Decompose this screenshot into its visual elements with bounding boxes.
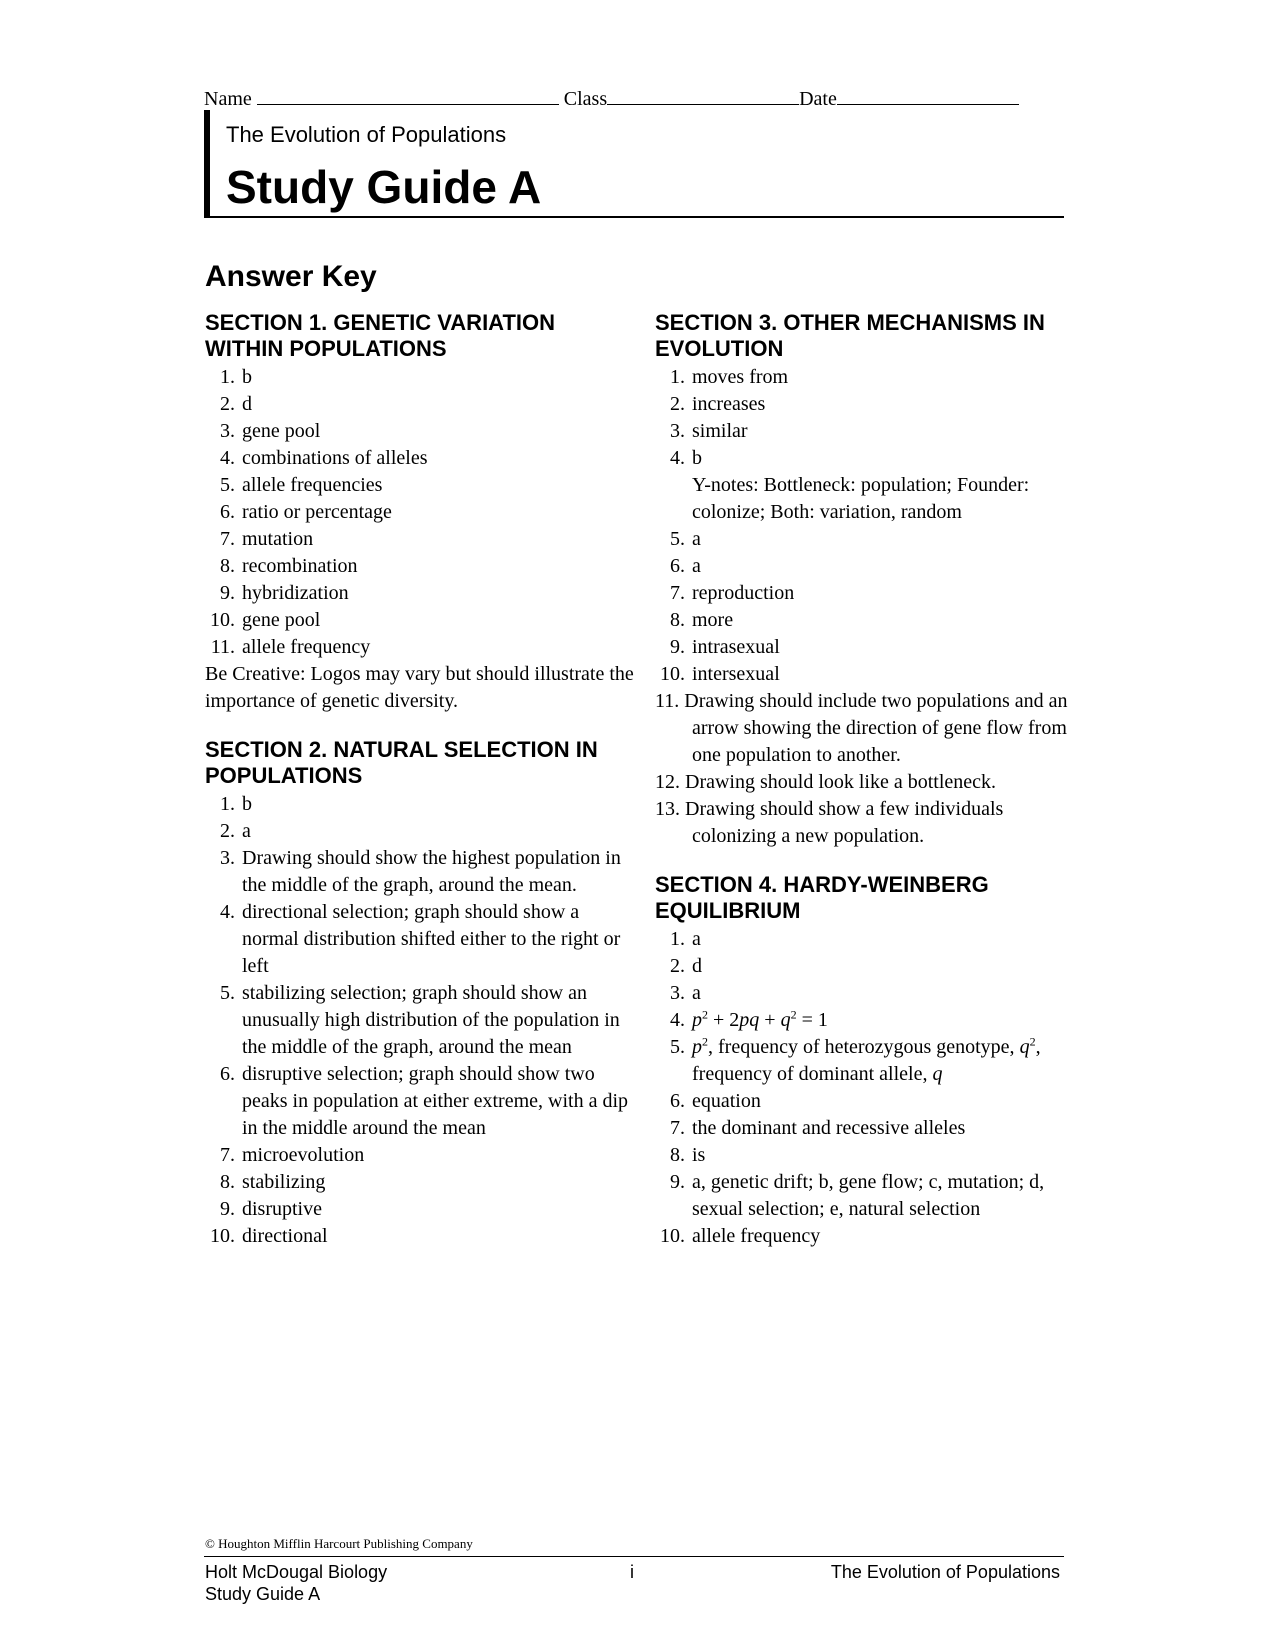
- list-item: 6. disruptive selection; graph should show two peaks in population at either extreme, with a dip in the middle around the mean: [220, 1063, 628, 1139]
- date-blank: [837, 85, 1019, 105]
- list-item: 11. Drawing should include two populations and an arrow showing the direction of gene flow from one population to another.: [655, 690, 1068, 766]
- list-item: 10. gene pool: [210, 609, 321, 631]
- list-item: 4. b: [670, 447, 702, 469]
- list-item: 12. Drawing should look like a bottleneck.: [655, 771, 997, 793]
- section3-list: [655, 364, 1085, 850]
- list-item: 1. b: [220, 793, 252, 815]
- footer-chapter: The Evolution of Populations: [830, 1562, 1060, 1582]
- list-item: 8. is: [670, 1144, 706, 1166]
- list-item: 5. allele frequencies: [220, 474, 383, 496]
- name-label: Name: [204, 88, 252, 110]
- list-item: 7. reproduction: [670, 582, 795, 604]
- section4-list: [655, 926, 1085, 1250]
- list-item: 8. more: [670, 609, 734, 631]
- guide-title: Study Guide A: [226, 161, 542, 213]
- title-block: [204, 110, 1064, 218]
- list-item: 3. similar: [670, 420, 748, 442]
- list-item: 4. combinations of alleles: [220, 447, 428, 469]
- section2-list: [205, 791, 635, 1250]
- list-item: 8. stabilizing: [220, 1171, 326, 1193]
- section1-heading: SECTION 1. GENETIC VARIATION WITHIN POPULATIONS: [205, 310, 555, 361]
- be-creative-note: Be Creative: Logos may vary but should illustrate the importance of genetic diversity.: [205, 663, 634, 712]
- page-number: i: [630, 1562, 634, 1582]
- list-item: 7. mutation: [220, 528, 314, 550]
- footer-guide: Study Guide A: [205, 1584, 321, 1604]
- list-item: 3. Drawing should show the highest population in the middle of the graph, around the mean.: [220, 847, 621, 896]
- list-item: 3. a: [670, 982, 701, 1004]
- list-item: 13. Drawing should show a few individuals colonizing a new population.: [655, 798, 1004, 847]
- name-blank: [257, 85, 559, 105]
- list-item: 1. moves from: [670, 366, 789, 388]
- list-item: 9. intrasexual: [670, 636, 780, 658]
- answer-key-title: Answer Key: [205, 260, 377, 293]
- list-item: 6. a: [670, 555, 701, 577]
- name-class-date-line: [204, 85, 1064, 112]
- list-item: 9. hybridization: [220, 582, 349, 604]
- list-item: 2. d: [670, 955, 702, 977]
- list-item: 10. directional: [210, 1225, 328, 1247]
- footer-book: Holt McDougal Biology: [205, 1562, 388, 1582]
- list-item: 4. directional selection; graph should show a normal distribution shifted either to the right or left: [220, 901, 621, 977]
- list-item: 7. microevolution: [220, 1144, 365, 1166]
- left-column: [205, 310, 635, 1250]
- list-item: 2. a: [220, 820, 251, 842]
- date-label: Date: [799, 88, 837, 110]
- list-item: 11. allele frequency: [210, 636, 371, 658]
- list-item: 6. equation: [670, 1090, 761, 1112]
- list-item: 3. gene pool: [220, 420, 321, 442]
- right-column: [655, 310, 1085, 1250]
- list-item: 7. the dominant and recessive alleles: [670, 1117, 966, 1139]
- list-item: 2. increases: [670, 393, 766, 415]
- chapter-title: The Evolution of Populations: [226, 122, 507, 147]
- list-item: 10. allele frequency: [660, 1225, 821, 1247]
- list-item: 9. a, genetic drift; b, gene flow; c, mutation; d, sexual selection; e, natural selection: [670, 1171, 1045, 1220]
- hardy-weinberg-equation: 4. $p^2 + 2pq + q^2 = 1$: [670, 1007, 828, 1031]
- class-blank: [607, 85, 799, 105]
- list-item: 10. intersexual: [660, 663, 780, 685]
- copyright: © Houghton Mifflin Harcourt Publishing Company: [205, 1536, 473, 1551]
- list-item: 5. a: [670, 528, 701, 550]
- footer-divider: [204, 1556, 1064, 1557]
- list-item: 9. disruptive: [220, 1198, 322, 1220]
- section4-heading: SECTION 4. HARDY-WEINBERG EQUILIBRIUM: [655, 872, 989, 923]
- list-item: 5. $p^2$, frequency of heterozygous genotype, $q^2$, frequency of dominant allele, q: [670, 1034, 1041, 1085]
- list-item: 2. d: [220, 393, 252, 415]
- list-item: 8. recombination: [220, 555, 358, 577]
- list-item: 1. b: [220, 366, 252, 388]
- list-item: 5. stabilizing selection; graph should show an unusually high distribution of the population in the middle of the graph, around the mean: [220, 982, 620, 1058]
- class-label: Class: [563, 88, 608, 110]
- section3-heading: SECTION 3. OTHER MECHANISMS IN EVOLUTION: [655, 310, 1045, 361]
- y-notes: Y-notes: Bottleneck: population; Founder: colonize; Both: variation, random: [692, 474, 1030, 523]
- section1-list: [205, 364, 635, 661]
- section2-heading: SECTION 2. NATURAL SELECTION IN POPULATIONS: [205, 737, 598, 788]
- list-item: 6. ratio or percentage: [220, 501, 392, 523]
- footer-left: [205, 1561, 387, 1605]
- list-item: 1. a: [670, 928, 701, 950]
